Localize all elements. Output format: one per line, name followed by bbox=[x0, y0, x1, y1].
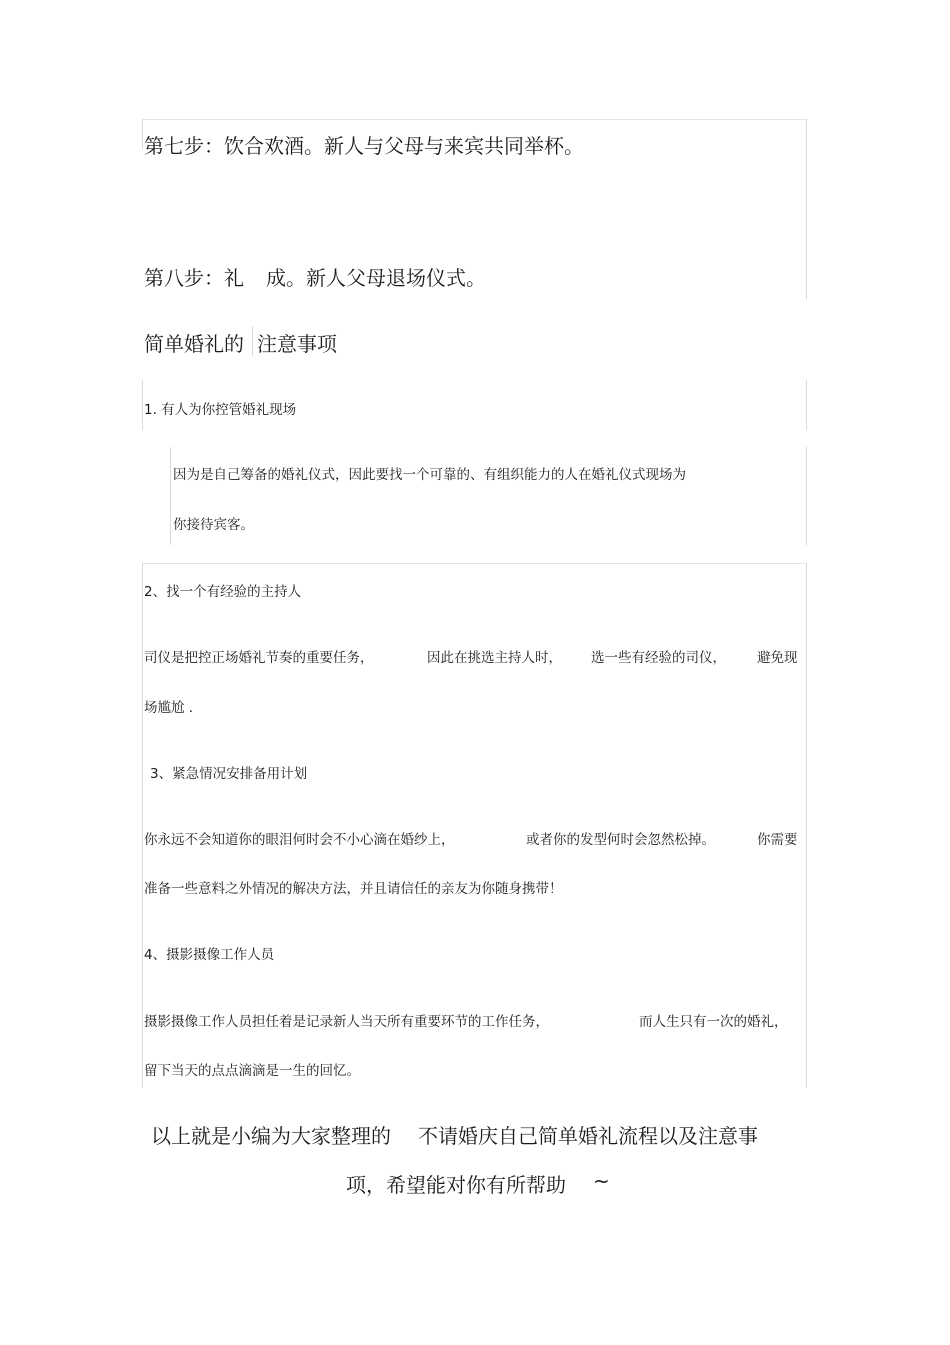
step-eight-prefix: 第八步：礼 bbox=[144, 266, 244, 290]
item-3-line-1b: 或者你的发型何时会忽然松掉。 bbox=[526, 832, 715, 848]
item-3-title: 3、紧急情况安排备用计划 bbox=[150, 766, 308, 782]
table-border-left bbox=[142, 119, 143, 149]
item-1-title: 1. 有人为你控管婚礼现场 bbox=[144, 402, 297, 418]
closing-line-1a: 以上就是小编为大家整理的 bbox=[151, 1124, 391, 1148]
item-2-line-1c: 选一些有经验的司仪， bbox=[591, 650, 726, 666]
item-2-line-1d: 避免现 bbox=[757, 650, 798, 666]
step-eight-rest: 成。新人父母退场仪式。 bbox=[266, 266, 486, 290]
title-divider bbox=[252, 326, 253, 356]
item2-border-top bbox=[142, 563, 807, 564]
table-border-top bbox=[142, 119, 807, 120]
item-1-line-1: 因为是自己筹备的婚礼仪式，因此要找一个可靠的、有组织能力的人在婚礼仪式现场为 bbox=[173, 467, 686, 483]
item-4-line-1b: 而人生只有一次的婚礼， bbox=[639, 1014, 788, 1030]
item1-border-right bbox=[806, 380, 807, 430]
closing-line-2b: ~ bbox=[593, 1169, 610, 1193]
closing-line-2a: 项，希望能对你有所帮助 bbox=[346, 1173, 566, 1197]
item1-border-left bbox=[142, 380, 143, 430]
item-4-title: 4、摄影摄像工作人员 bbox=[144, 947, 275, 963]
step-seven: 第七步：饮合欢酒。新人与父母与来宾共同举杯。 bbox=[144, 134, 584, 158]
item1-body-border-right bbox=[806, 447, 807, 545]
item-3-line-2: 准备一些意料之外情况的解决方法，并且请信任的亲友为你随身携带！ bbox=[144, 881, 563, 897]
section-title-part2: 注意事项 bbox=[257, 332, 337, 356]
item1-body-border-left bbox=[170, 447, 171, 545]
item2-border-right bbox=[806, 563, 807, 1088]
item-1-line-2: 你接待宾客。 bbox=[173, 517, 254, 533]
section-title-part1: 简单婚礼的 bbox=[144, 332, 244, 356]
table-border-right bbox=[806, 119, 807, 299]
item-3-line-1c: 你需要 bbox=[757, 832, 798, 848]
item-4-line-1a: 摄影摄像工作人员担任着是记录新人当天所有重要环节的工作任务， bbox=[144, 1014, 549, 1030]
item2-border-left bbox=[142, 563, 143, 1088]
item-4-line-2: 留下当天的点点滴滴是一生的回忆。 bbox=[144, 1063, 360, 1079]
closing-line-1b: 不请婚庆自己简单婚礼流程以及注意事 bbox=[418, 1124, 758, 1148]
item-3-line-1a: 你永远不会知道你的眼泪何时会不小心滴在婚纱上， bbox=[144, 832, 455, 848]
item-2-line-1a: 司仪是把控正场婚礼节奏的重要任务， bbox=[144, 650, 374, 666]
item-2-line-1b: 因此在挑选主持人时， bbox=[427, 650, 562, 666]
item-2-title: 2、找一个有经验的主持人 bbox=[144, 584, 302, 600]
item-2-line-2: 场尴尬 . bbox=[144, 700, 194, 716]
